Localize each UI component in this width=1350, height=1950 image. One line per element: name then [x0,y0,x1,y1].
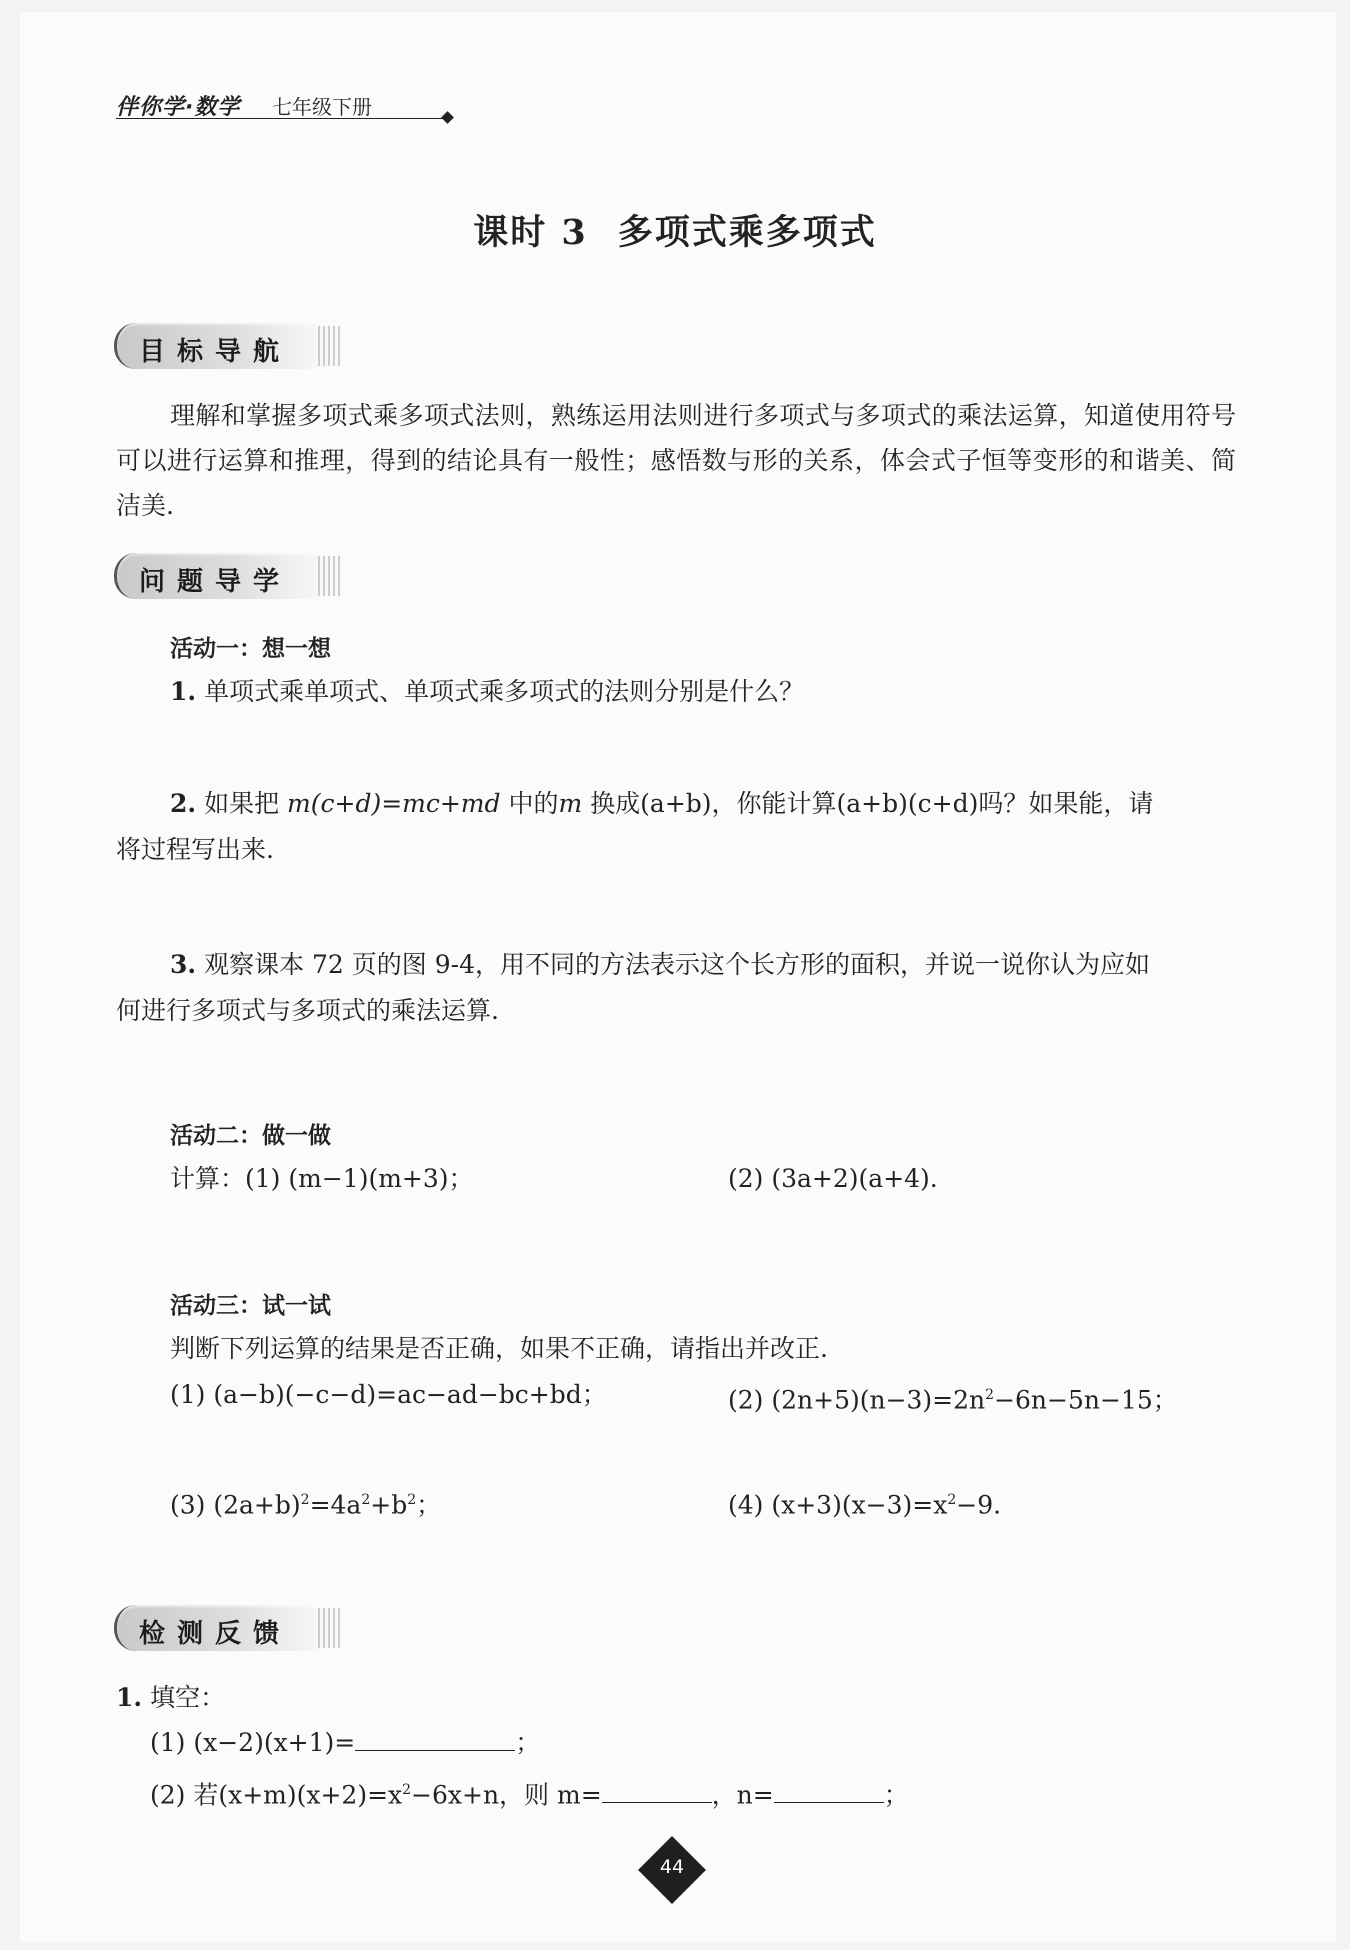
exercise-expression: (1) (m−1)(m+3)； [245,1164,474,1193]
lesson-number: 课时 3 [473,212,588,253]
expr-part: (4) (x+3)(x−3)=x [728,1490,948,1520]
expr-part: −9. [956,1490,1002,1520]
question-number: 2. [170,789,197,818]
question-text: 填空： [150,1683,226,1712]
activity2-exercise-1 [170,1156,474,1202]
check-part-2 [150,1767,909,1818]
activity3-item-2 [728,1372,1178,1423]
answer-blank-n[interactable] [774,1776,884,1803]
lesson-topic: 多项式乘多项式 [617,212,877,253]
check-part-1 [150,1720,540,1766]
check-question-1 [116,1675,225,1721]
expr-part: (2) (2n+5)(n−3)=2n [728,1385,986,1415]
section-label-check: 检测反馈 [139,1619,292,1649]
answer-blank-m[interactable] [602,1776,712,1803]
activity1-question-1 [170,669,804,715]
goals-paragraph: 理解和掌握多项式乘多项式法则，熟练运用法则进行多项式与多项式的乘法运算，知道使用符号可以进行运算和推理，得到的结论具有一般性；感悟数与形的关系，体会式子恒等变形的和谐美、简洁美. [116,401,1236,520]
activity3-item-4 [728,1477,1001,1528]
exponent: 2 [402,1782,412,1798]
expr-part: =4a [309,1490,362,1520]
activity3-intro: 判断下列运算的结果是否正确，如果不正确，请指出并改正. [170,1334,828,1363]
activity1-question-2 [170,781,1240,827]
tab-stripes [318,1608,340,1648]
lesson-title [0,205,1350,255]
exponent: 2 [300,1492,310,1508]
section-tab-check [114,1605,332,1651]
expr-part: ； [416,1490,442,1520]
section-label-goals: 目标导航 [139,337,292,367]
expr-part: ，n= [711,1780,774,1810]
activity1-question-2-cont: 将过程写出来. [116,835,274,864]
activity2-heading: 活动二：做一做 [170,1123,331,1149]
question-text: 换成(a+b)，你能计算(a+b)(c+d)吗？如果能，请 [590,789,1154,818]
activity1-heading: 活动一：想一想 [170,636,331,662]
math-expression: m(c+d)=mc+md [287,789,501,818]
question-text: 单项式乘单项式、单项式乘多项式的法则分别是什么？ [204,677,805,706]
header-grade: 七年级下册 [272,95,372,119]
section-label-guide: 问题导学 [139,567,292,597]
expr-part: (2) 若(x+m)(x+2)=x [150,1780,403,1810]
expr-part: (1) (x−2)(x+1)= [150,1728,356,1757]
activity2-exercise-2: (2) (3a+2)(a+4). [728,1164,938,1193]
tab-stripes [318,326,340,366]
expr-part: −6n−5n−15； [994,1385,1178,1415]
expr-part: (3) (2a+b) [170,1490,301,1520]
tab-stripes [318,556,340,596]
question-text: 观察课本 72 页的图 9-4，用不同的方法表示这个长方形的面积，并说一说你认为应如 [204,950,1150,979]
exponent: 2 [985,1387,995,1403]
header-rule [116,118,446,119]
section-tab-goals [114,323,332,369]
expr-part: ； [883,1780,909,1810]
math-variable: m [558,789,583,818]
exponent: 2 [407,1492,417,1508]
header-brand: 伴你学·数学 [116,95,241,120]
question-number: 1. [170,677,197,706]
question-number: 1. [116,1683,143,1712]
question-text: 如果把 [204,789,280,818]
exponent: 2 [947,1492,957,1508]
question-number: 3. [170,950,197,979]
activity3-item-3 [170,1477,441,1528]
activity1-question-3-cont: 何进行多项式与多项式的乘法运算. [116,996,499,1025]
page-number: 44 [659,1856,685,1878]
activity1-question-3 [170,942,1150,988]
activity3-item-1: (1) (a−b)(−c−d)=ac−ad−bc+bd； [170,1380,607,1409]
expr-part: ； [515,1728,541,1757]
question-text: 中的 [508,789,559,818]
answer-blank[interactable] [355,1724,515,1751]
exercise-prefix: 计算： [170,1164,246,1193]
activity3-heading: 活动三：试一试 [170,1293,331,1319]
section-tab-guide [114,553,332,599]
exponent: 2 [361,1492,371,1508]
expr-part: −6x+n，则 m= [411,1780,602,1810]
expr-part: +b [370,1490,408,1520]
